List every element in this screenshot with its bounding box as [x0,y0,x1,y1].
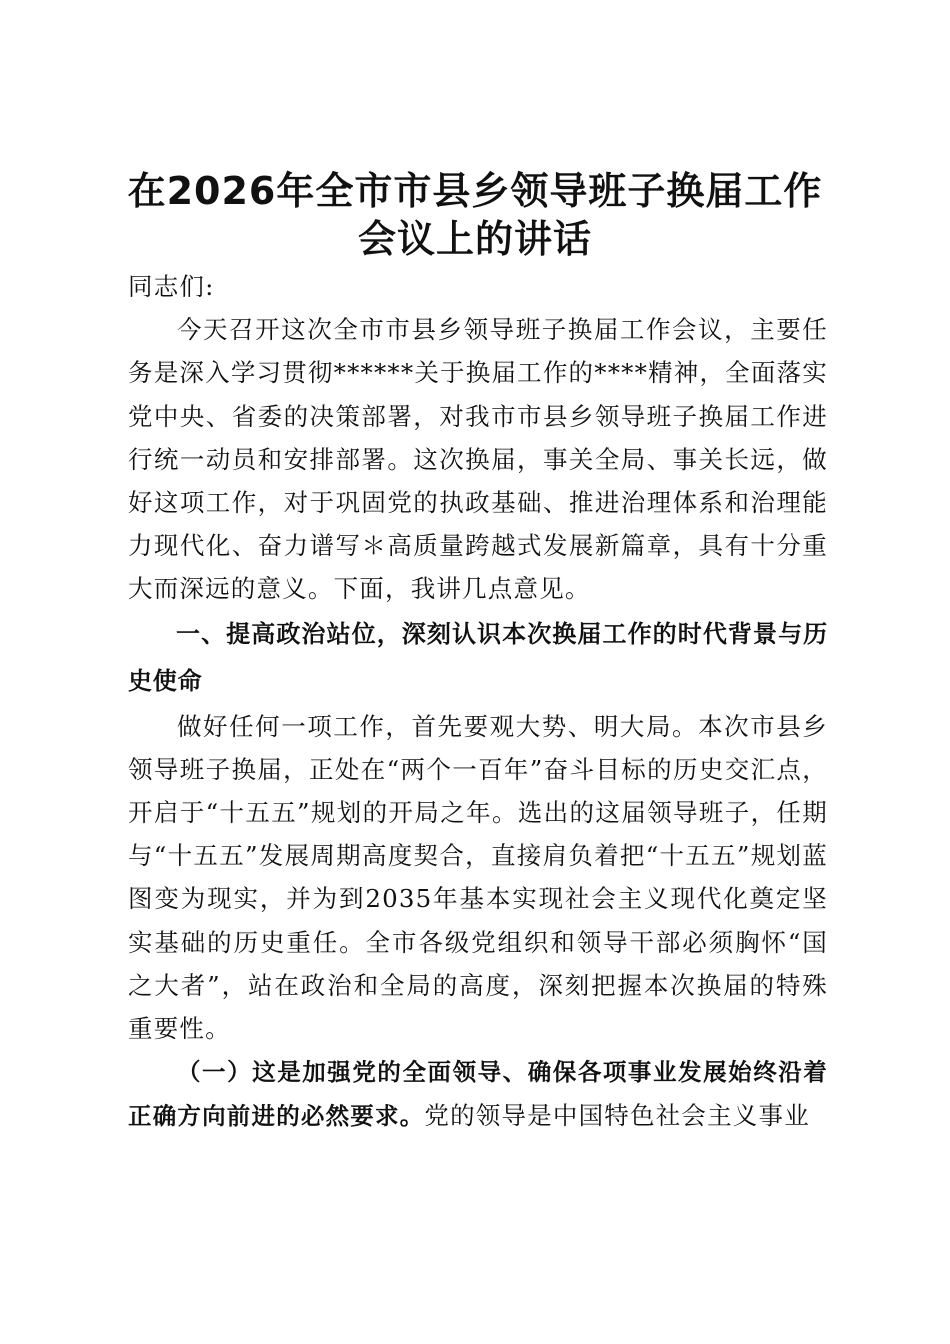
paragraph-background: 做好任何一项工作，首先要观大势、明大局。本次市县乡领导班子换届，正处在“两个一百年”奋斗目标的历史交汇点，开启于“十五五”规划的开局之年。选出的这届领导班子，任期与“十五五”发展周期高度契合，直接肩负着把“十五五”规划蓝图变为现实，并为到2035年基本实现社会主义现代化奠定坚实基础的历史重任。全市各级党组织和领导干部必须胸怀“国之大者”，站在政治和全局的高度，深刻把握本次换届的特殊重要性。 [128,711,828,1044]
subsection-1-text: 党的领导是中国特色社会主义事业 [424,1101,810,1131]
paragraph-intro: 今天召开这次全市市县乡领导班子换届工作会议，主要任务是深入学习贯彻******关于换届工作的****精神，全面落实党中央、省委的决策部署，对我市市县乡领导班子换届工作进行统一动员和安排部署。这次换届，事关全局、事关长远，做好这项工作，对于巩固党的执政基础、推进治理体系和治理能力现代化、奋力谱写＊高质量跨越式发展新篇章，具有十分重大而深远的意义。下面，我讲几点意见。 [128,315,828,604]
document-title-line-2: 会议上的讲话 [357,217,592,261]
document-title-line-1: 在2026年全市市县乡领导班子换届工作 [127,169,823,213]
document-body [128,265,828,1139]
subsection-1 [128,1050,828,1138]
section-heading-1: 一、提高政治站位，深刻认识本次换届工作的时代背景与历史使命 [128,619,828,695]
subsection-1-heading: （一）这是加强党的全面领导、确保各项事业发展始终沿着正确方向前进的必然要求。 [128,1058,828,1131]
salutation: 同志们: [128,272,215,301]
